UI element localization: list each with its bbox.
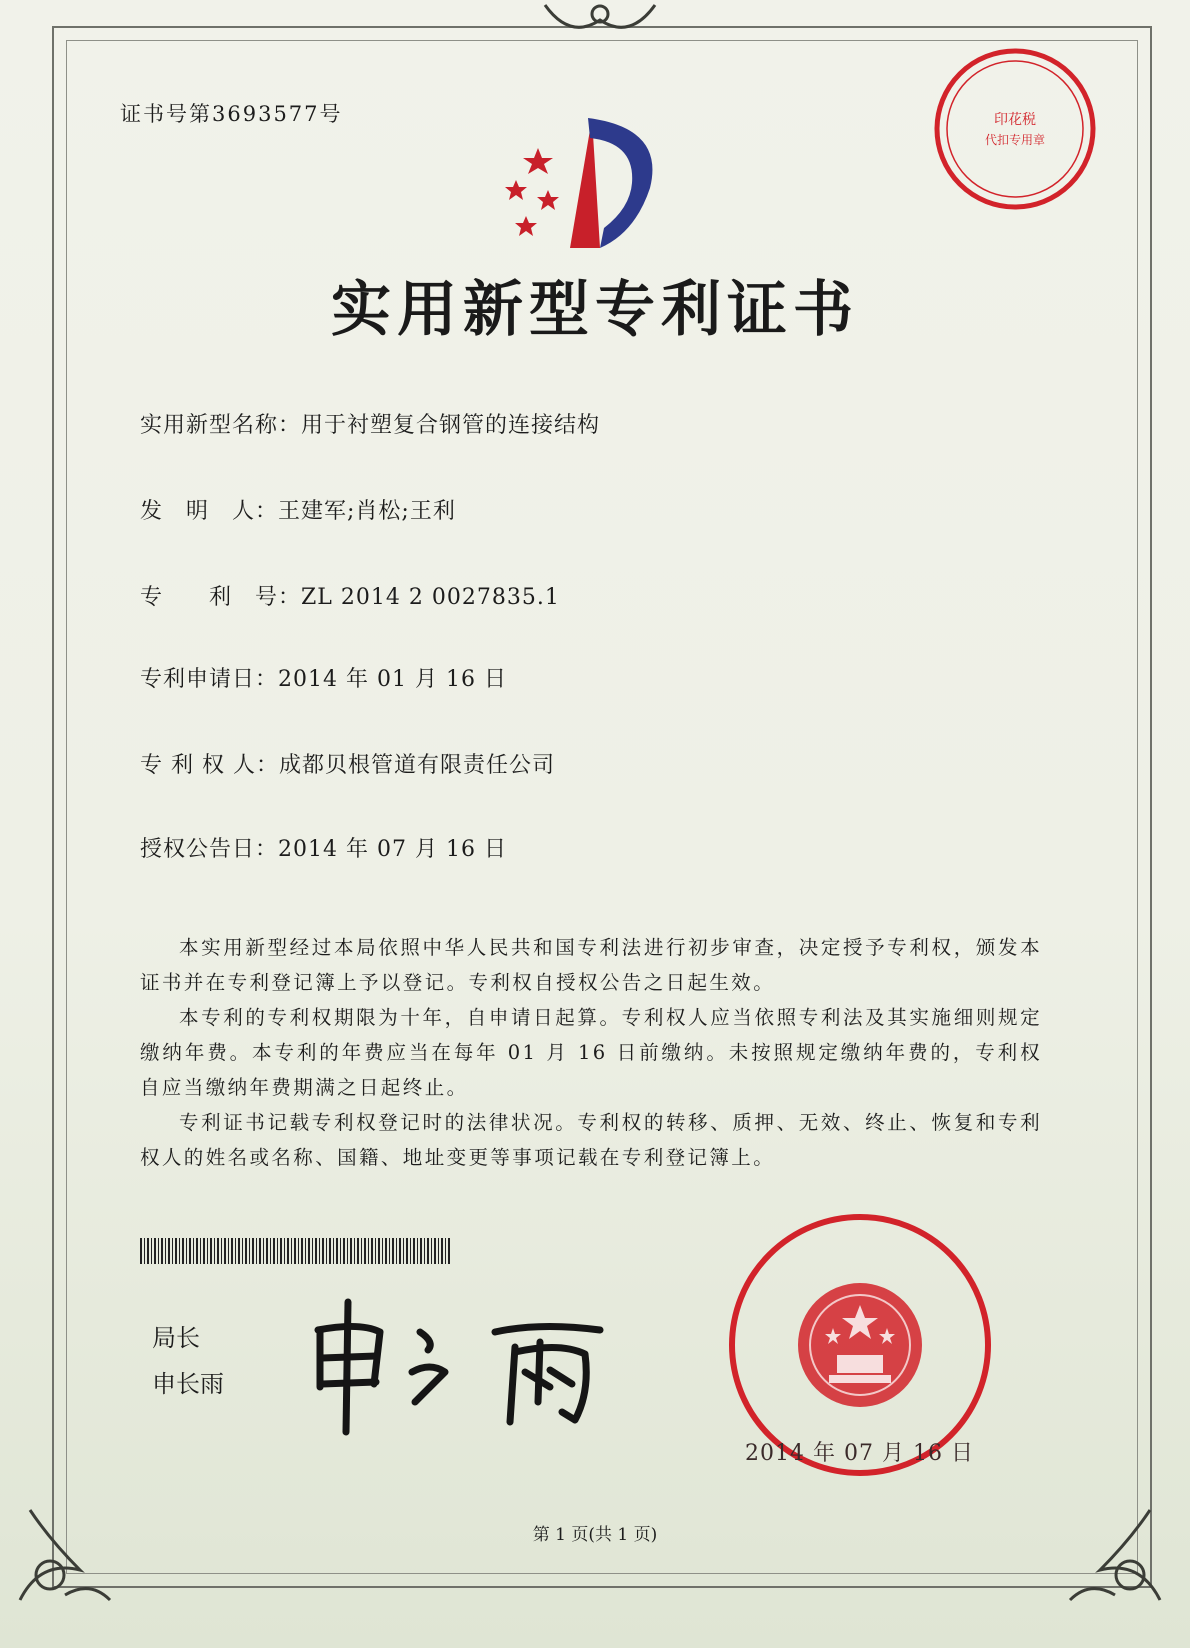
field-application-date: 专利申请日：2014 年 01 月 16 日 (140, 667, 507, 692)
svg-text:印花税: 印花税 (994, 112, 1036, 128)
ornament-top-icon (540, 0, 660, 40)
field-utility-model-name: 实用新型名称：用于衬塑复合钢管的连接结构 (140, 413, 601, 438)
body-paragraph: 本实用新型经过本局依照中华人民共和国专利法进行初步审查，决定授予专利权，颁发本证书并在专利登记簿上予以登记。专利权自授权公告之日起生效。 (140, 936, 1042, 994)
body-paragraph: 专利证书记载专利权登记时的法律状况。专利权的转移、质押、无效、终止、恢复和专利权人的姓名或名称、国籍、地址变更等事项记载在专利登记簿上。 (140, 1111, 1042, 1169)
patent-office-logo-icon (500, 108, 680, 258)
field-patent-number: 专 利 号：ZL 2014 2 0027835.1 (140, 585, 560, 610)
page-number: 第 1 页(共 1 页) (532, 1525, 658, 1545)
body-paragraph: 本专利的专利权期限为十年，自申请日起算。专利权人应当依照专利法及其实施细则规定缴纳年费。本专利的年费应当在每年 01 月 16 日前缴纳。未按照规定缴纳年费的，专利权自应当缴纳年费期满之日起终止。 (140, 1006, 1042, 1099)
barcode (140, 1238, 452, 1264)
handwritten-signature (300, 1292, 630, 1442)
svg-text:代扣专用章: 代扣专用章 (984, 133, 1046, 147)
director-name: 申长雨 (152, 1370, 224, 1398)
certificate-number: 证书号第3693577号 (120, 102, 343, 126)
certificate-body (140, 930, 1042, 1175)
stamp-duty-seal (930, 44, 1100, 214)
field-inventors: 发 明 人：王建军;肖松;王利 (140, 499, 456, 524)
ornament-corner-icon (1060, 1500, 1170, 1610)
field-patentee: 专 利 权 人：成都贝根管道有限责任公司 (140, 753, 555, 778)
certificate-title: 实用新型专利证书 (331, 275, 859, 345)
director-title: 局长 (152, 1324, 200, 1352)
ornament-corner-icon (10, 1500, 120, 1610)
seal-date: 2014 年 07 月 16 日 (745, 1441, 974, 1466)
field-grant-date: 授权公告日：2014 年 07 月 16 日 (140, 837, 507, 862)
